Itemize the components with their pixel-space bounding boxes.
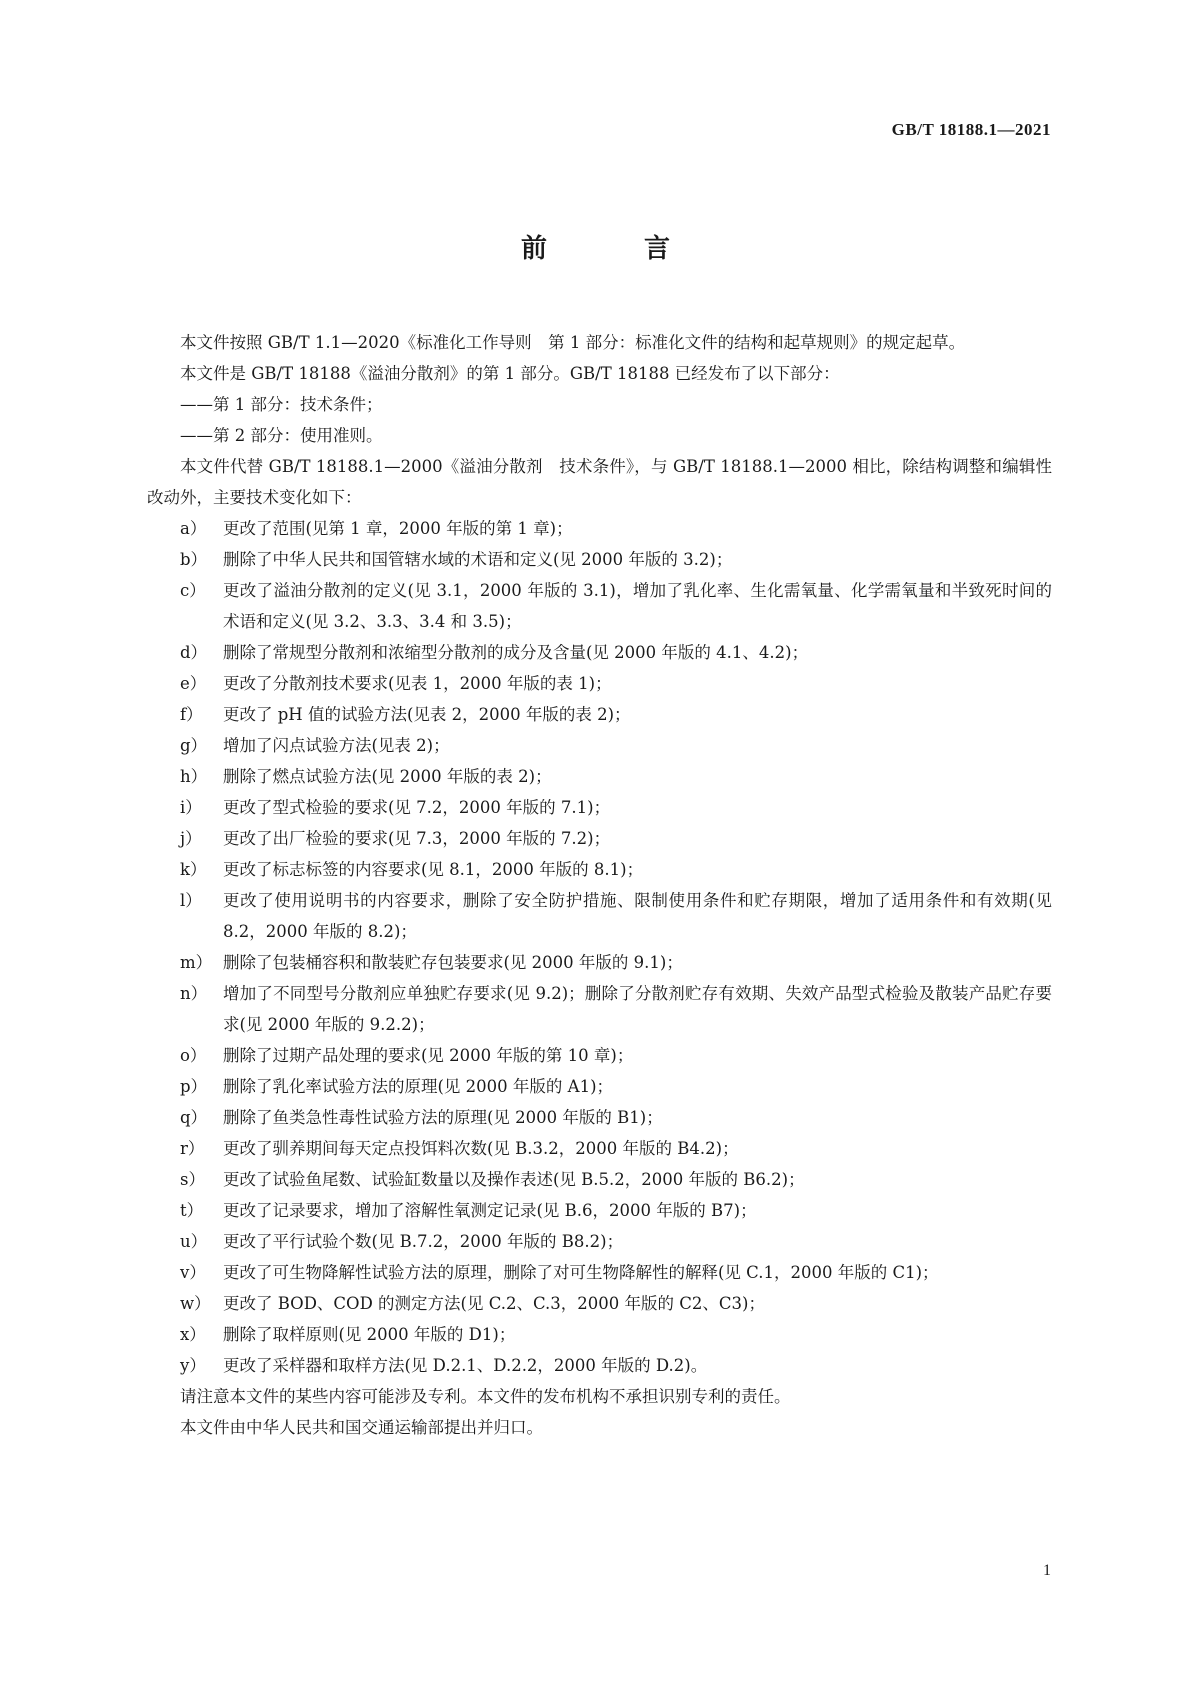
- list-marker: n）: [180, 984, 208, 1003]
- change-list-item: [147, 1102, 1052, 1133]
- list-item-text: 更改了使用说明书的内容要求，删除了安全防护措施、限制使用条件和贮存期限，增加了适用条件和有效期(见 8.2，2000 年版的 8.2)；: [223, 891, 1052, 941]
- change-list-item: [147, 637, 1052, 668]
- paragraph: 本文件是 GB/T 18188《溢油分散剂》的第 1 部分。GB/T 18188 已经发布了以下部分：: [180, 364, 840, 383]
- patent-notice: 请注意本文件的某些内容可能涉及专利。本文件的发布机构不承担识别专利的责任。: [180, 1387, 791, 1406]
- list-item-text: 更改了记录要求，增加了溶解性氧测定记录(见 B.6，2000 年版的 B7)；: [223, 1201, 757, 1220]
- change-list-item: [147, 1288, 1052, 1319]
- list-marker: i）: [180, 798, 202, 817]
- list-marker: g）: [180, 736, 208, 755]
- change-list-item: [147, 730, 1052, 761]
- list-marker: j）: [180, 829, 202, 848]
- list-item-text: 更改了 pH 值的试验方法(见表 2，2000 年版的表 2)；: [223, 705, 631, 724]
- page-title: 前 言: [520, 234, 715, 264]
- list-marker: s）: [180, 1170, 205, 1189]
- list-marker: d）: [180, 643, 208, 662]
- list-marker: m）: [180, 953, 213, 972]
- list-item-text: 更改了可生物降解性试验方法的原理，删除了对可生物降解性的解释(见 C.1，2000 年版的 C1)；: [223, 1263, 939, 1282]
- list-marker: y）: [180, 1356, 206, 1375]
- list-marker: u）: [180, 1232, 208, 1251]
- list-item-text: 更改了平行试验个数(见 B.7.2，2000 年版的 B8.2)；: [223, 1232, 624, 1251]
- list-item-text: 删除了常规型分散剂和浓缩型分散剂的成分及含量(见 2000 年版的 4.1、4.2)；: [223, 643, 809, 662]
- list-marker: a）: [180, 519, 207, 538]
- list-item-text: 删除了鱼类急性毒性试验方法的原理(见 2000 年版的 B1)；: [223, 1108, 663, 1127]
- change-list-item: [147, 1071, 1052, 1102]
- list-marker: v）: [180, 1263, 206, 1282]
- change-list-item: [147, 823, 1052, 854]
- list-marker: x）: [180, 1325, 206, 1344]
- part-list-item: ——第 2 部分：使用准则。: [180, 426, 383, 445]
- list-item-text: 更改了驯养期间每天定点投饵料次数(见 B.3.2，2000 年版的 B4.2)；: [223, 1139, 739, 1158]
- change-list-item: [147, 668, 1052, 699]
- change-list-item: [147, 1164, 1052, 1195]
- list-marker: l）: [180, 891, 202, 910]
- list-item-text: 删除了取样原则(见 2000 年版的 D1)；: [223, 1325, 516, 1344]
- change-list-item: [147, 1040, 1052, 1071]
- change-list-item: [147, 978, 1052, 1040]
- list-marker: o）: [180, 1046, 207, 1065]
- change-list-item: [147, 1133, 1052, 1164]
- list-marker: f）: [180, 705, 203, 724]
- change-list-item: [147, 854, 1052, 885]
- list-item-text: 删除了乳化率试验方法的原理(见 2000 年版的 A1)；: [223, 1077, 614, 1096]
- change-list-item: [147, 513, 1052, 544]
- document-code: GB/T 18188.1—2021: [891, 120, 1051, 139]
- list-item-text: 更改了范围(见第 1 章，2000 年版的第 1 章)；: [223, 519, 573, 538]
- list-marker: t）: [180, 1201, 204, 1220]
- paragraph: 本文件代替 GB/T 18188.1—2000《溢油分散剂 技术条件》，与 GB/T 18188.1—2000 相比，除结构调整和编辑性改动外，主要技术变化如下：: [147, 457, 1052, 507]
- list-marker: b）: [180, 550, 208, 569]
- list-item-text: 删除了过期产品处理的要求(见 2000 年版的第 10 章)；: [223, 1046, 634, 1065]
- list-item-text: 删除了包装桶容积和散装贮存包装要求(见 2000 年版的 9.1)；: [223, 953, 683, 972]
- list-item-text: 增加了闪点试验方法(见表 2)；: [223, 736, 450, 755]
- list-marker: r）: [180, 1139, 205, 1158]
- list-item-text: 更改了分散剂技术要求(见表 1，2000 年版的表 1)；: [223, 674, 612, 693]
- list-item-text: 更改了 BOD、COD 的测定方法(见 C.2、C.3，2000 年版的 C2、C3)；: [223, 1294, 765, 1313]
- list-marker: h）: [180, 767, 208, 786]
- page-number: 1: [1043, 1562, 1051, 1579]
- list-marker: k）: [180, 860, 207, 879]
- list-marker: e）: [180, 674, 207, 693]
- change-list-item: [147, 885, 1052, 947]
- paragraph: 本文件按照 GB/T 1.1—2020《标准化工作导则 第 1 部分：标准化文件的结构和起草规则》的规定起草。: [180, 333, 966, 352]
- changes-list: [147, 513, 1052, 1381]
- list-marker: q）: [180, 1108, 208, 1127]
- list-item-text: 删除了燃点试验方法(见 2000 年版的表 2)；: [223, 767, 552, 786]
- change-list-item: [147, 1257, 1052, 1288]
- list-marker: w）: [180, 1294, 211, 1313]
- part-list-item: ——第 1 部分：技术条件；: [180, 395, 383, 414]
- list-item-text: 更改了试验鱼尾数、试验缸数量以及操作表述(见 B.5.2，2000 年版的 B6.2)；: [223, 1170, 805, 1189]
- change-list-item: [147, 761, 1052, 792]
- list-item-text: 更改了型式检验的要求(见 7.2，2000 年版的 7.1)；: [223, 798, 611, 817]
- change-list-item: [147, 1195, 1052, 1226]
- proposer-statement: 本文件由中华人民共和国交通运输部提出并归口。: [180, 1418, 543, 1437]
- change-list-item: [147, 1350, 1052, 1381]
- list-item-text: 删除了中华人民共和国管辖水域的术语和定义(见 2000 年版的 3.2)；: [223, 550, 733, 569]
- list-marker: c）: [180, 581, 206, 600]
- change-list-item: [147, 947, 1052, 978]
- list-item-text: 更改了出厂检验的要求(见 7.3，2000 年版的 7.2)；: [223, 829, 611, 848]
- change-list-item: [147, 544, 1052, 575]
- change-list-item: [147, 1226, 1052, 1257]
- foreword-body: [147, 327, 1052, 1443]
- list-item-text: 更改了标志标签的内容要求(见 8.1，2000 年版的 8.1)；: [223, 860, 644, 879]
- list-item-text: 增加了不同型号分散剂应单独贮存要求(见 9.2)；删除了分散剂贮存有效期、失效产品型式检验及散装产品贮存要求(见 2000 年版的 9.2.2)；: [223, 984, 1052, 1034]
- list-item-text: 更改了采样器和取样方法(见 D.2.1、D.2.2，2000 年版的 D.2)。: [223, 1356, 708, 1375]
- list-item-text: 更改了溢油分散剂的定义(见 3.1，2000 年版的 3.1)，增加了乳化率、生化需氧量、化学需氧量和半致死时间的术语和定义(见 3.2、3.3、3.4 和 3.5)；: [223, 581, 1052, 631]
- list-marker: p）: [180, 1077, 208, 1096]
- change-list-item: [147, 575, 1052, 637]
- change-list-item: [147, 1319, 1052, 1350]
- change-list-item: [147, 699, 1052, 730]
- change-list-item: [147, 792, 1052, 823]
